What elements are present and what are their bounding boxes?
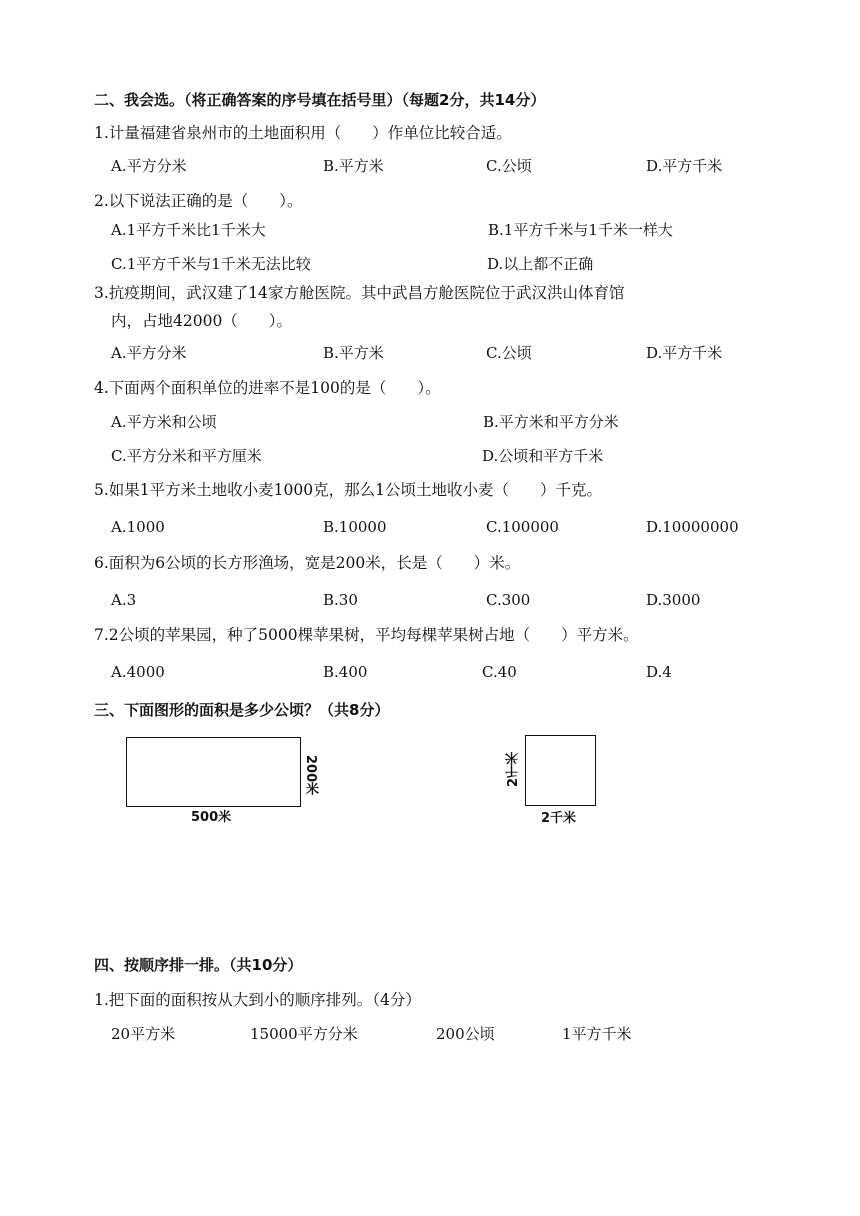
q7-option-d: D.4	[646, 663, 672, 681]
section2-title: 二、我会选。（将正确答案的序号填在括号里）（每题2分，共14分）	[94, 91, 546, 109]
q4-option-c: C.平方分米和平方厘米	[111, 447, 262, 465]
area-item-1: 20平方米	[111, 1025, 176, 1043]
q4-option-d: D.公顷和平方千米	[482, 447, 604, 465]
section4-title: 四、按顺序排一排。（共10分）	[94, 956, 303, 974]
q1-option-a: A.平方分米	[111, 157, 187, 175]
square-width-label: 2千米	[541, 811, 577, 826]
q6-option-a: A.3	[111, 591, 137, 609]
question-5: 5.如果1平方米土地收小麦1000克，那么1公顷土地收小麦（ ）千克。	[94, 481, 602, 499]
question-3: 3.抗疫期间，武汉建了14家方舱医院。其中武昌方舱医院位于武汉洪山体育馆	[94, 284, 625, 302]
q5-option-c: C.100000	[486, 518, 559, 536]
question-1: 1.计量福建省泉州市的土地面积用（ ）作单位比较合适。	[94, 124, 512, 142]
q2-option-d: D.以上都不正确	[487, 255, 594, 273]
area-item-2: 15000平方分米	[250, 1025, 358, 1043]
question-7: 7.2公顷的苹果园，种了5000棵苹果树，平均每棵苹果树占地（ ）平方米。	[94, 626, 639, 644]
q3-option-b: B.平方米	[323, 344, 384, 362]
question-6: 6.面积为6公顷的长方形渔场，宽是200米，长是（ ）米。	[94, 554, 521, 572]
section3-title: 三、下面图形的面积是多少公顷？（共8分）	[94, 701, 390, 719]
q6-option-b: B.30	[323, 591, 358, 609]
q1-option-c: C.公顷	[486, 157, 532, 175]
q4-option-b: B.平方米和平方分米	[483, 413, 619, 431]
rectangle-width-label: 500米	[191, 810, 232, 825]
rectangle-figure	[126, 737, 301, 807]
q7-option-a: A.4000	[111, 663, 165, 681]
q4-option-a: A.平方米和公顷	[111, 413, 217, 431]
square-height-label: 2千米	[506, 752, 521, 788]
area-item-3: 200公顷	[436, 1025, 495, 1043]
question-3-line2: 内，占地42000（ ）。	[111, 312, 293, 330]
q6-option-d: D.3000	[646, 591, 701, 609]
q5-option-b: B.10000	[323, 518, 387, 536]
section4-question-1: 1.把下面的面积按从大到小的顺序排列。（4分）	[94, 991, 421, 1009]
q3-option-a: A.平方分米	[111, 344, 187, 362]
q1-option-d: D.平方千米	[646, 157, 723, 175]
square-figure	[525, 735, 596, 806]
question-2: 2.以下说法正确的是（ ）。	[94, 192, 303, 210]
q2-option-a: A.1平方千米比1千米大	[111, 221, 266, 239]
area-item-4: 1平方千米	[562, 1025, 632, 1043]
q2-option-c: C.1平方千米与1千米无法比较	[111, 255, 311, 273]
q3-option-c: C.公顷	[486, 344, 532, 362]
q7-option-b: B.400	[323, 663, 368, 681]
q2-option-b: B.1平方千米与1千米一样大	[488, 221, 673, 239]
question-4: 4.下面两个面积单位的进率不是100的是（ ）。	[94, 379, 441, 397]
rectangle-height-label: 200米	[303, 755, 318, 796]
q3-option-d: D.平方千米	[646, 344, 723, 362]
q6-option-c: C.300	[486, 591, 531, 609]
q1-option-b: B.平方米	[323, 157, 384, 175]
q7-option-c: C.40	[482, 663, 517, 681]
q5-option-a: A.1000	[111, 518, 165, 536]
q5-option-d: D.10000000	[646, 518, 739, 536]
